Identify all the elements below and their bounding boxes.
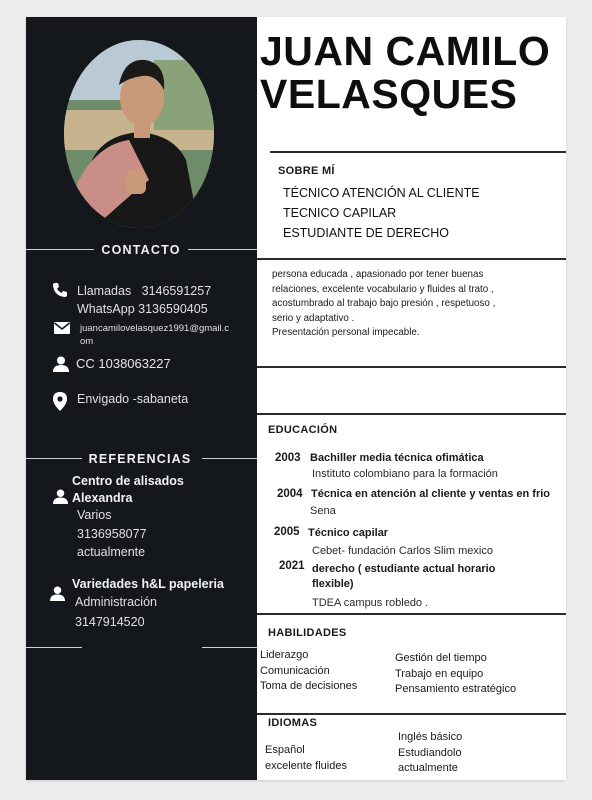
- email-line-1: juancamilovelasquez1991@gmail.c: [80, 323, 230, 334]
- reference-1-phone[interactable]: 3136958077: [77, 527, 147, 541]
- skill-item: Trabajo en equipo: [395, 667, 484, 680]
- reference-2-role: Administración: [75, 595, 157, 609]
- about-role-1: TÉCNICO ATENCIÓN AL CLIENTE: [283, 186, 480, 200]
- language-level: excelente fluides: [265, 760, 347, 772]
- about-description: [272, 268, 495, 341]
- education-4-institution: TDEA campus robledo .: [312, 597, 429, 609]
- references-heading: REFERENCIAS: [88, 452, 192, 466]
- location: Envigado -sabaneta: [77, 392, 189, 406]
- education-4-title: [312, 562, 495, 592]
- education-2-title: Técnica en atención al cliente y ventas en frio: [311, 488, 551, 500]
- languages-left: [265, 742, 347, 774]
- education-top-rule: [257, 413, 566, 415]
- education-2-institution: Sena: [310, 505, 336, 517]
- references-divider-left: [26, 458, 82, 459]
- description-bottom-rule: [257, 366, 566, 368]
- whatsapp-number[interactable]: WhatsApp 3136590405: [77, 302, 208, 316]
- skills-heading: HABILIDADES: [268, 627, 347, 639]
- education-1-title: Bachiller media técnica ofimática: [310, 452, 484, 464]
- education-4-title-line-1: derecho ( estudiante actual horario: [312, 563, 496, 575]
- references-divider-right: [202, 458, 257, 459]
- location-pin-icon: [53, 392, 67, 411]
- profile-photo: [64, 40, 214, 228]
- contact-heading: CONTACTO: [101, 243, 181, 257]
- reference-1-name-line-2: Alexandra: [72, 491, 133, 505]
- skill-item: Liderazgo: [260, 649, 309, 661]
- email-address[interactable]: [80, 322, 229, 348]
- education-4-title-line-2: flexible): [312, 578, 354, 590]
- phone-label: Llamadas: [77, 284, 132, 298]
- skill-item: Pensamiento estratégico: [395, 683, 517, 695]
- language-level: Estudiandolo: [398, 746, 462, 759]
- contact-divider-right: [188, 249, 257, 250]
- language-item: Inglés básico: [398, 731, 463, 743]
- reference-1-name-line-1: Centro de alisados: [72, 474, 184, 488]
- reference-1-note: actualmente: [77, 545, 146, 559]
- education-heading: EDUCACIÓN: [268, 424, 338, 436]
- education-1-institution: Instituto colombiano para la formación: [312, 468, 498, 480]
- about-role-2: TECNICO CAPILAR: [283, 206, 397, 220]
- skills-left-list: [260, 648, 357, 695]
- skill-item: Gestión del tiempo: [395, 652, 487, 664]
- id-number: CC 1038063227: [76, 356, 171, 371]
- reference-1-name: [72, 473, 184, 507]
- about-heading: SOBRE MÍ: [278, 165, 335, 177]
- skills-right-list: [395, 651, 516, 698]
- full-name: [260, 30, 550, 116]
- description-line-4: serio y adaptativo .: [272, 312, 355, 324]
- description-line-5: Presentación personal impecable.: [272, 327, 420, 338]
- education-1-year: 2003: [275, 452, 301, 464]
- languages-heading: IDIOMAS: [268, 717, 318, 729]
- languages-right: [398, 730, 462, 777]
- name-line-2: VELASQUES: [260, 71, 518, 117]
- person-icon: [53, 489, 68, 504]
- person-icon: [50, 586, 65, 601]
- education-2-year: 2004: [277, 488, 303, 500]
- about-top-rule: [270, 151, 566, 153]
- sidebar-divider-bottom-right: [202, 647, 257, 648]
- education-bottom-rule: [257, 613, 566, 615]
- name-line-1: JUAN CAMILO: [260, 28, 551, 74]
- description-line-2: relaciones, excelente vocabulario y fluides al trato ,: [272, 283, 494, 295]
- about-bottom-rule: [257, 258, 566, 260]
- email-icon: [54, 322, 70, 334]
- education-4-year: 2021: [279, 560, 305, 572]
- language-level: actualmente: [398, 762, 458, 774]
- education-3-year: 2005: [274, 526, 300, 538]
- email-line-2: om: [80, 336, 94, 347]
- education-3-institution: Cebet- fundación Carlos Slim mexico: [312, 545, 493, 557]
- reference-2-phone[interactable]: 3147914520: [75, 615, 145, 629]
- person-icon: [53, 356, 69, 372]
- sidebar-divider-bottom-left: [26, 647, 82, 648]
- phone-number[interactable]: 3146591257: [141, 284, 212, 298]
- phone-icon: [52, 282, 68, 298]
- about-role-3: ESTUDIANTE DE DERECHO: [283, 226, 449, 240]
- description-line-1: persona educada , apasionado por tener buenas: [272, 269, 484, 280]
- skill-item: Comunicación: [260, 664, 330, 677]
- contact-divider-left: [26, 249, 94, 250]
- languages-top-rule: [257, 713, 566, 715]
- reference-2-name: Variedades h&L papeleria: [72, 577, 224, 591]
- skill-item: Toma de decisiones: [260, 680, 358, 692]
- education-3-title: Técnico capilar: [308, 527, 389, 539]
- description-line-3: acostumbrado al trabajo bajo presión , respetuoso ,: [272, 298, 496, 309]
- about-roles: [283, 183, 480, 243]
- language-item: Español: [265, 744, 305, 756]
- reference-1-role: Varios: [77, 508, 112, 522]
